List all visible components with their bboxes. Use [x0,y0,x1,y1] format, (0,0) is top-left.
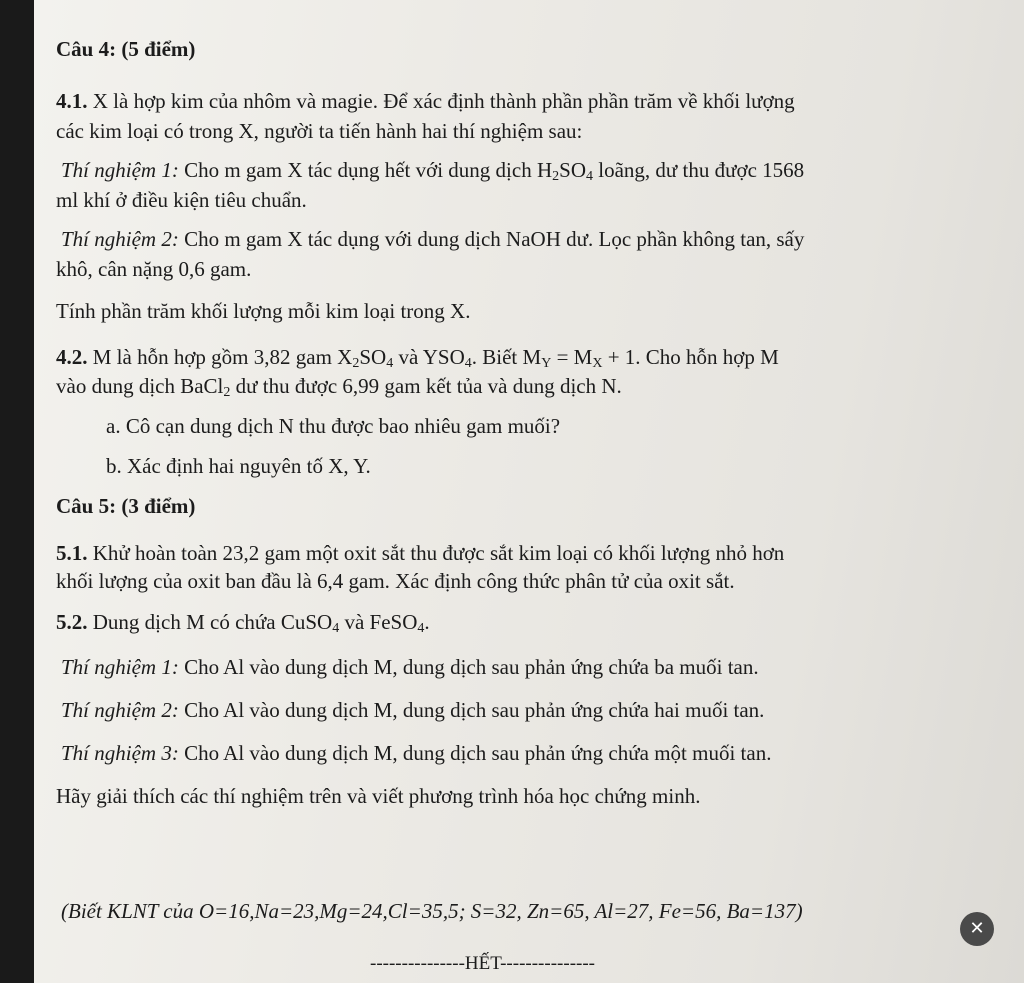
close-button[interactable] [960,912,994,946]
q5-1-line1 [56,540,784,566]
q5-exp1-label: Thí nghiệm 1: [61,655,179,679]
q4-2-text-d: . Biết M [471,345,542,369]
q4-2-text-f: + 1. Cho hỗn hợp M [607,345,779,369]
q4-1-line1 [56,88,795,114]
q5-exp3-label: Thí nghiệm 3: [61,741,179,765]
q4-2-text-c: và YSO [398,345,465,369]
q5-2-sub-2: 4 [417,621,425,636]
q4-exp1-sub-1: 2 [552,169,560,184]
q5-2-text-c: . [424,610,430,634]
q4-2-sub-6: 2 [223,385,231,400]
q4-2-number: 4.2. [56,345,88,369]
q5-exp3-text: Cho Al vào dung dịch M, dung dịch sau phản ứng chứa một muối tan. [184,741,772,765]
q5-explain: Hãy giải thích các thí nghiệm trên và viết phương trình hóa học chứng minh. [56,784,701,808]
q4-1-number: 4.1. [56,89,88,113]
q4-exp2-label: Thí nghiệm 2: [61,227,179,251]
q5-1-line2: khối lượng của oxit ban đầu là 6,4 gam. Xác định công thức phân tử của oxit sắt. [56,569,735,593]
q4-2-sub-5: X [592,356,603,371]
q4-2-line1 [56,344,779,370]
end-marker: ---------------HẾT--------------- [370,953,596,974]
q5-exp3 [61,740,771,766]
q5-2-sub-1: 4 [332,621,340,636]
q4-2-line2 [56,373,622,399]
q5-exp2-label: Thí nghiệm 2: [61,698,179,722]
atomic-mass-note: (Biết KLNT của O=16,Na=23,Mg=24,Cl=35,5; S=32, Zn=65, Al=27, Fe=56, Ba=137) [61,899,803,923]
q5-1-text-1: Khử hoàn toàn 23,2 gam một oxit sắt thu được sắt kim loại có khối lượng nhỏ hơn [92,541,785,565]
q4-2-text-e: = M [556,345,593,369]
q4-exp1-line1 [61,157,804,183]
q4-2-sub-1: 2 [352,356,360,371]
q5-2-line [56,609,430,635]
q5-exp1-text: Cho Al vào dung dịch M, dung dịch sau phản ứng chứa ba muối tan. [184,655,759,679]
close-icon: ✕ [969,918,985,939]
q5-1-number: 5.1. [56,541,88,565]
q5-2-text-a: Dung dịch M có chứa CuSO [92,610,333,634]
q4-2-text-h: dư thu được 6,99 gam kết tủa và dung dịch N. [235,374,622,398]
q4-exp1-text-a: Cho m gam X tác dụng hết với dung dịch H [184,158,553,182]
q4-exp2-line1 [61,226,804,252]
q4-2-sub-3: 4 [464,356,472,371]
q4-exp1-label: Thí nghiệm 1: [61,158,179,182]
q5-exp2-text: Cho Al vào dung dịch M, dung dịch sau phản ứng chứa hai muối tan. [184,698,765,722]
q4-title: Câu 4: (5 điểm) [56,37,196,61]
q4-1-ask: Tính phần trăm khối lượng mỗi kim loại trong X. [56,299,471,323]
q4-1-line2: các kim loại có trong X, người ta tiến hành hai thí nghiệm sau: [56,119,583,143]
q4-exp2-text: Cho m gam X tác dụng với dung dịch NaOH dư. Lọc phần không tan, sấy [184,227,805,251]
q4-2-text-g: vào dung dịch BaCl [56,374,224,398]
q5-2-text-b: và FeSO [344,610,418,634]
q4-2-text-b: SO [359,345,387,369]
exam-page [34,0,1024,983]
q4-exp1-sub-2: 4 [586,169,593,184]
q5-exp1 [61,654,759,680]
q5-exp2 [61,697,764,723]
q4-2-sub-4: Y [541,356,552,371]
q4-exp1-text-c: loãng, dư thu được 1568 [598,158,805,182]
q4-exp1-line2: ml khí ở điều kiện tiêu chuẩn. [56,188,307,212]
q4-2-sub-2: 4 [386,356,394,371]
q4-2-part-a: a. Cô cạn dung dịch N thu được bao nhiêu gam muối? [106,414,561,438]
q4-2-part-b: b. Xác định hai nguyên tố X, Y. [106,454,371,478]
q4-2-text-a: M là hỗn hợp gồm 3,82 gam X [92,345,353,369]
q5-2-number: 5.2. [56,610,88,634]
q4-exp2-line2: khô, cân nặng 0,6 gam. [56,257,252,281]
q5-title: Câu 5: (3 điểm) [56,494,196,518]
q4-1-text-1: X là hợp kim của nhôm và magie. Để xác định thành phần phần trăm về khối lượng [92,89,795,113]
q4-exp1-text-b: SO [559,158,586,182]
